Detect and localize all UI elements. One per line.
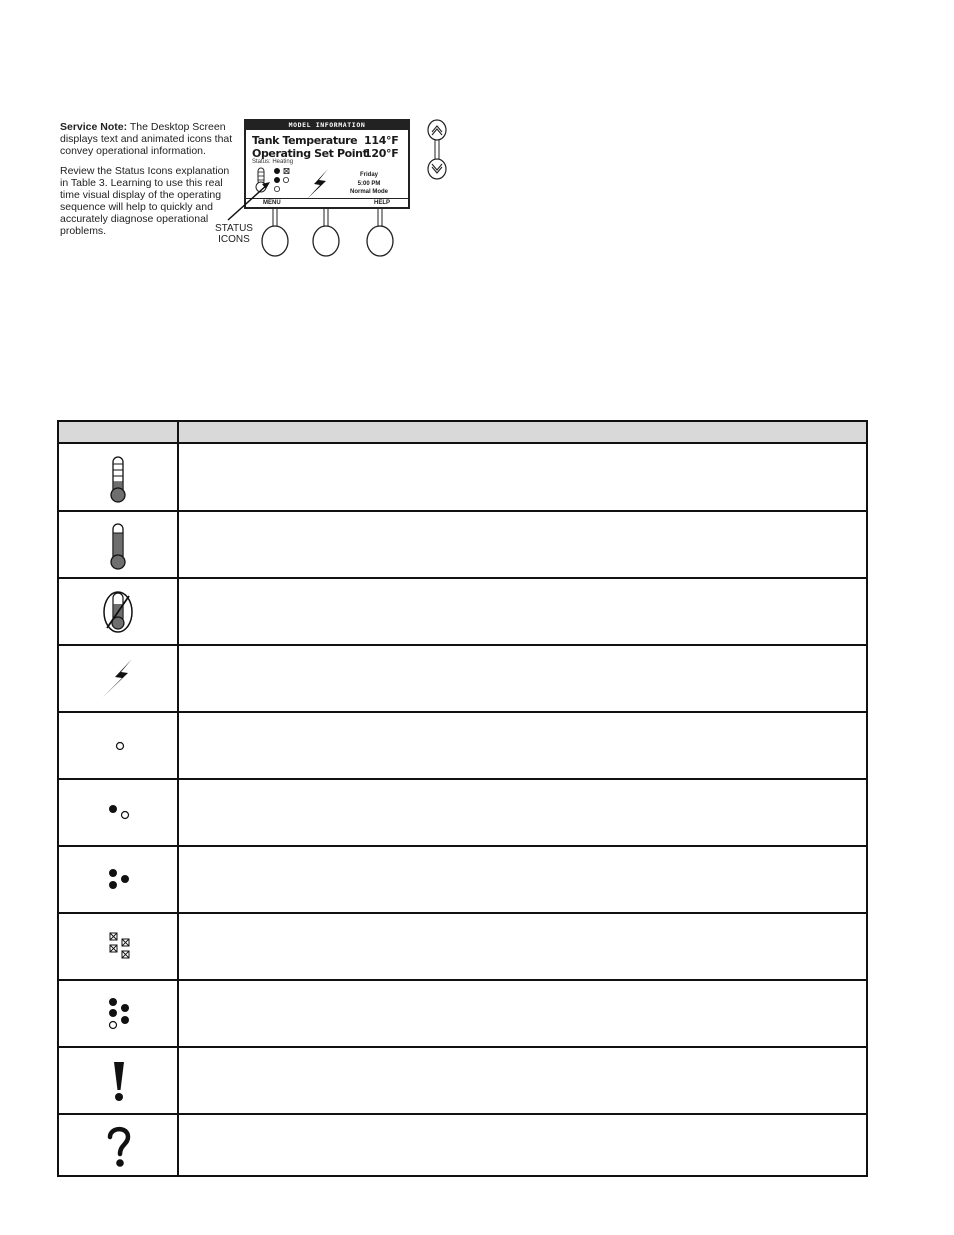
table-row: [59, 913, 866, 981]
status-icons-table: [57, 420, 868, 1177]
icon-cell: [59, 1114, 177, 1180]
display-mode: Normal Mode: [349, 189, 388, 195]
description-cell: [181, 511, 866, 577]
icon-cell: [59, 712, 177, 778]
middle-softkey-button[interactable]: [311, 224, 341, 258]
operating-set-point-label: Operating Set Point: [252, 147, 368, 160]
three-filled-dots-icon: [59, 846, 177, 912]
table-row: [59, 846, 866, 914]
menu-softkey-label: MENU: [263, 200, 281, 206]
description-cell: [181, 1114, 866, 1180]
icon-cell: [59, 645, 177, 711]
description-cell: [181, 779, 866, 845]
icon-cell: [59, 913, 177, 979]
table-row: [59, 444, 866, 512]
icon-cell: [59, 846, 177, 912]
operating-set-point-value: 120°F: [364, 147, 399, 160]
icon-cell: [59, 1047, 177, 1113]
table-row: [59, 511, 866, 579]
question-mark-icon: [59, 1114, 177, 1180]
tank-temperature-label: Tank Temperature: [252, 134, 358, 147]
table-row: [59, 1047, 866, 1115]
display-controls: [0, 0, 954, 300]
description-cell: [181, 645, 866, 711]
display-header: MODEL INFORMATION: [246, 121, 408, 130]
thermometer-full-icon: [59, 444, 177, 510]
description-cell: [181, 846, 866, 912]
tank-temperature-value: 114°F: [364, 134, 399, 147]
callout-line-1: STATUS: [215, 223, 253, 234]
thermometer-disabled-icon: [59, 578, 177, 644]
table-row: [59, 712, 866, 780]
service-note-lead: Service Note:: [60, 121, 128, 133]
dots-and-circle-icon: [59, 980, 177, 1046]
description-cell: [181, 578, 866, 644]
callout-line-2: ICONS: [218, 234, 250, 245]
service-note-review: Review the Status Icons explanation in Table 3. Learning to use this real time visual display of the operating sequence will help to quickly and accurately diagnose operational problems.: [60, 165, 230, 237]
description-cell: [181, 712, 866, 778]
menu-softkey-button[interactable]: [260, 224, 290, 258]
icon-cell: [59, 511, 177, 577]
lightning-bolt-icon: [59, 645, 177, 711]
description-cell: [181, 913, 866, 979]
status-icons-arrow: [228, 184, 268, 220]
icon-cell: [59, 779, 177, 845]
help-softkey-label: HELP: [373, 200, 390, 206]
description-cell: [181, 980, 866, 1046]
down-arrow-button[interactable]: [426, 157, 448, 181]
table-row: [59, 578, 866, 646]
status-icons-callout: [211, 223, 257, 245]
one-open-circle-icon: [59, 712, 177, 778]
description-cell: [181, 444, 866, 510]
service-note-text: The Desktop Screen displays text and animated icons that convey operational information.: [60, 121, 233, 157]
icon-cell: [59, 980, 177, 1046]
up-arrow-button[interactable]: [426, 118, 448, 142]
display-status: Status: Heating: [252, 159, 294, 165]
crossed-squares-icon: [59, 913, 177, 979]
display-day: Friday: [359, 172, 378, 178]
filled-and-open-circle-icon: [59, 779, 177, 845]
thermometer-partial-icon: [59, 511, 177, 577]
help-softkey-button[interactable]: [365, 224, 395, 258]
exclamation-icon: [59, 1047, 177, 1113]
icon-cell: [59, 578, 177, 644]
table-row: [59, 980, 866, 1048]
table-row: [59, 645, 866, 713]
table-header-row: [59, 422, 866, 444]
display-time: 5:00 PM: [357, 180, 381, 187]
description-cell: [181, 1047, 866, 1113]
table-row: [59, 779, 866, 847]
icon-cell: [59, 444, 177, 510]
table-row: [59, 1114, 866, 1180]
